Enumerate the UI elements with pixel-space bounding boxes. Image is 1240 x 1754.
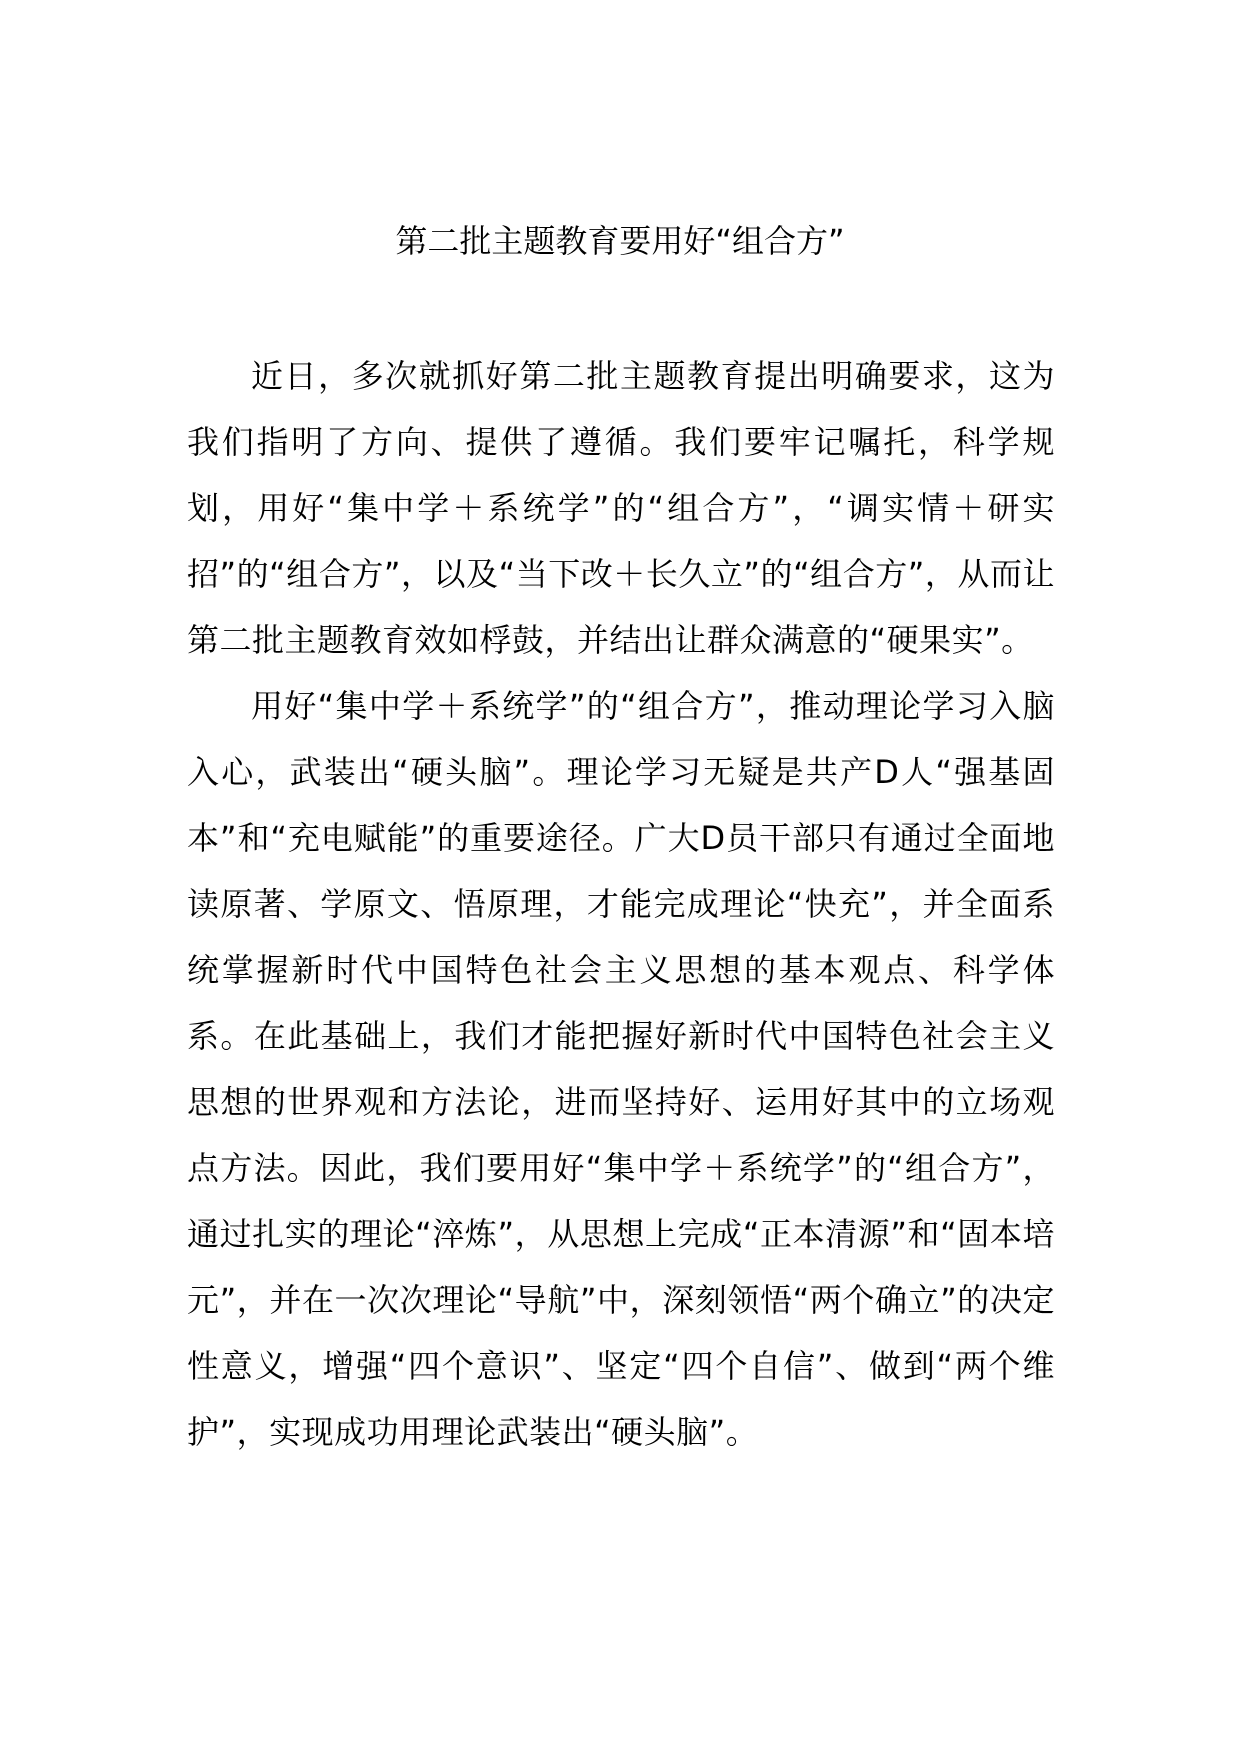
body-paragraph-2: 用好“集中学＋系统学”的“组合方”，推动理论学习入脑入心，武装出“硬头脑”。理论学习无疑是共产D人“强基固本”和“充电赋能”的重要途径。广大D员干部只有通过全面地读原著、学原文、悟原理，才能完成理论“快充”，并全面系统掌握新时代中国特色社会主义思想的基本观点、科学体系。在此基础上，我们才能把握好新时代中国特色社会主义思想的世界观和方法论，进而坚持好、运用好其中的立场观点方法。因此，我们要用好“集中学＋系统学”的“组合方”，通过扎实的理论“淬炼”，从思想上完成“正本清源”和“固本培元”，并在一次次理论“导航”中，深刻领悟“两个确立”的决定性意义，增强“四个意识”、坚定“四个自信”、做到“两个维护”，实现成功用理论武装出“硬头脑”。: [187, 687, 1055, 1451]
body-paragraph-1: 近日，多次就抓好第二批主题教育提出明确要求，这为我们指明了方向、提供了遵循。我们要牢记嘱托，科学规划，用好“集中学＋系统学”的“组合方”，“调实情＋研实招”的“组合方”，以及“当下改＋长久立”的“组合方”，从而让第二批主题教育效如桴鼓，并结出让群众满意的“硬果实”。: [187, 357, 1055, 659]
document-body: [187, 343, 1055, 1465]
document-title: 第二批主题教育要用好“组合方”: [395, 222, 845, 260]
